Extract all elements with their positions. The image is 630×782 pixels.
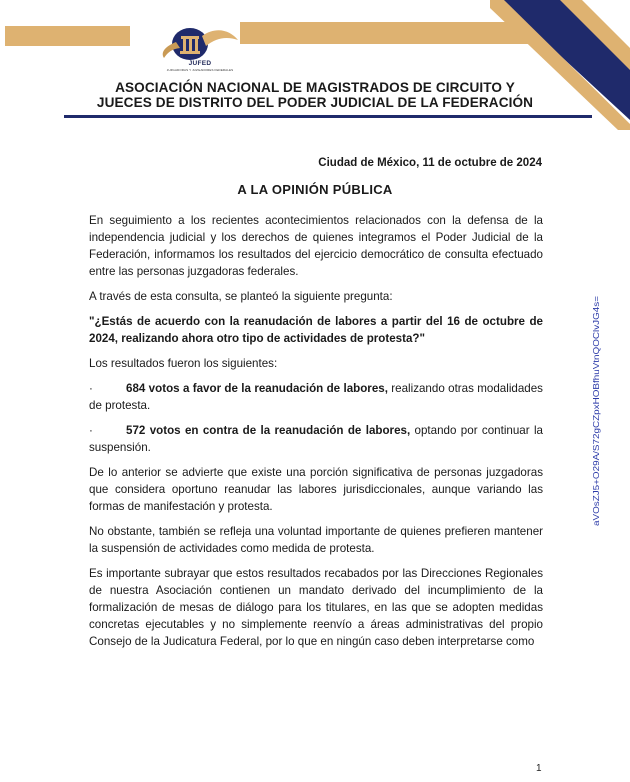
logo-subtitle: JUZGADORAS Y JUZGADORES FEDERALES bbox=[166, 68, 234, 72]
paragraph-intro: En seguimiento a los recientes acontecimientos relacionados con la defensa de la independencia judicial y los derechos de quienes integramos el Poder Judicial de la Federación, informamos los resultados del ejercicio democrático de consulta efectuado entre las personas juzgadoras federales. bbox=[89, 214, 543, 278]
paragraph-analysis: De lo anterior se advierte que existe una porción significativa de personas juzgadoras que considera oportuno reanudar las labores jurisdiccionales, aunque variando las formas de manifestación y protesta. bbox=[89, 466, 543, 513]
document-title: A LA OPINIÓN PÚBLICA bbox=[237, 182, 393, 197]
document-date: Ciudad de México, 11 de octubre de 2024 bbox=[318, 157, 542, 169]
paragraph-question-intro: A través de esta consulta, se planteó la siguiente pregunta: bbox=[89, 290, 393, 303]
digital-signature-code bbox=[590, 296, 602, 526]
page-number: 1 bbox=[536, 763, 542, 774]
header-gold-bar-left bbox=[5, 26, 130, 46]
result-contra-rest: optando por continuar la suspensión. bbox=[89, 424, 543, 454]
result-favor-rest: realizando otras modalidades de protesta. bbox=[89, 382, 543, 412]
organization-name-line1: ASOCIACIÓN NACIONAL DE MAGISTRADOS DE CIRCUITO Y bbox=[115, 80, 515, 95]
paragraph-results-intro: Los resultados fueron los siguientes: bbox=[89, 357, 278, 370]
paragraph-however: No obstante, también se refleja una voluntad importante de quienes prefieren mantener la suspensión de actividades como medida de protesta. bbox=[89, 525, 543, 555]
result-item-favor bbox=[89, 380, 543, 414]
paragraph-mandate: Es importante subrayar que estos resultados recabados por las Direcciones Regionales de nuestra Asociación contienen un mandato derivado del incumplimiento de la formalización de mesas de diálogo para los titulares, en las que se adopten medidas concretas ejecutables y no simplemente reenvío a áreas administrativas del propio Consejo de la Judicatura Federal, por lo que en ningún caso deben interpretarse como bbox=[89, 567, 543, 648]
header-divider bbox=[64, 115, 592, 118]
bullet: · bbox=[89, 424, 93, 437]
logo-name: JUFED bbox=[188, 60, 212, 67]
result-contra-bold: 572 votos en contra de la reanudación de labores, bbox=[126, 424, 411, 437]
bullet: · bbox=[89, 382, 93, 395]
header-corner-stripes bbox=[490, 0, 630, 130]
organization-name-line2: JUECES DE DISTRITO DEL PODER JUDICIAL DE LA FEDERACIÓN bbox=[96, 95, 534, 110]
organization-name bbox=[60, 80, 570, 110]
result-favor-bold: 684 votos a favor de la reanudación de labores, bbox=[126, 382, 388, 395]
result-item-contra bbox=[89, 422, 543, 456]
document-body bbox=[89, 212, 543, 658]
digital-signature-text: aVOsZJ5+O29A/S72gCZpxHOBfhuVtnQOClvJG4s= bbox=[592, 339, 601, 526]
consultation-question: "¿Estás de acuerdo con la reanudación de labores a partir del 16 de octubre de 2024, realizando ahora otro tipo de actividades de protesta?" bbox=[89, 315, 543, 345]
